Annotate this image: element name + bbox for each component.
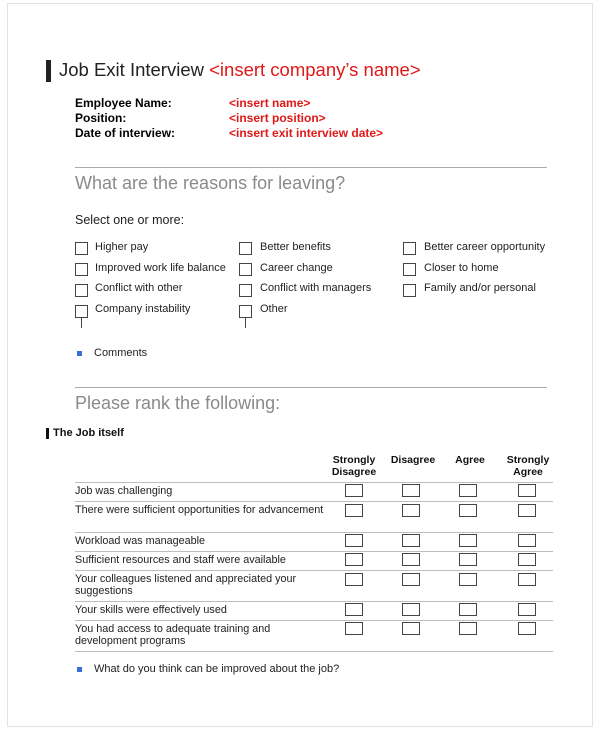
comments-bullet	[77, 351, 82, 356]
rating-checkbox[interactable]	[459, 553, 477, 566]
rank-row-advancement: There were sufficient opportunities for advancement	[75, 504, 324, 516]
rank-row-workload: Workload was manageable	[75, 535, 206, 547]
rating-checkbox[interactable]	[402, 534, 420, 547]
checkbox-tick	[245, 318, 246, 328]
rank-row-job-challenging: Job was challenging	[75, 485, 173, 497]
checkbox-other[interactable]	[239, 305, 252, 318]
rank-row-training: You had access to adequate training and development programs	[75, 623, 271, 647]
subheading-accent-bar	[46, 428, 49, 439]
rating-checkbox[interactable]	[345, 603, 363, 616]
option-career-change: Career change	[260, 262, 333, 274]
position-value: <insert position>	[229, 111, 326, 125]
rating-checkbox[interactable]	[459, 484, 477, 497]
checkbox-company-instability[interactable]	[75, 305, 88, 318]
row-divider	[75, 570, 553, 571]
rating-checkbox[interactable]	[459, 622, 477, 635]
rating-checkbox[interactable]	[402, 553, 420, 566]
reasons-heading: What are the reasons for leaving?	[75, 173, 346, 193]
option-company-instability: Company instability	[95, 303, 191, 315]
rating-checkbox[interactable]	[402, 622, 420, 635]
title-text: Job Exit Interview	[59, 59, 204, 80]
checkbox-better-benefits[interactable]	[239, 242, 252, 255]
column-strongly-disagree: Strongly Disagree	[331, 454, 377, 478]
rating-checkbox[interactable]	[402, 484, 420, 497]
option-better-career-opportunity: Better career opportunity	[424, 241, 546, 253]
rating-checkbox[interactable]	[345, 622, 363, 635]
row-divider	[75, 620, 553, 621]
option-work-life-balance: Improved work life balance	[95, 262, 226, 274]
company-name-placeholder: <insert company’s name>	[209, 59, 421, 80]
row-divider	[75, 601, 553, 602]
checkbox-conflict-with-managers[interactable]	[239, 284, 252, 297]
checkbox-conflict-with-other[interactable]	[75, 284, 88, 297]
row-divider	[75, 532, 553, 533]
section-divider	[75, 387, 547, 388]
question-bullet	[77, 667, 82, 672]
rating-checkbox[interactable]	[345, 573, 363, 586]
row-divider	[75, 651, 553, 652]
rating-checkbox[interactable]	[518, 622, 536, 635]
rating-checkbox[interactable]	[345, 504, 363, 517]
rank-row-resources: Sufficient resources and staff were available	[75, 554, 286, 566]
checkbox-higher-pay[interactable]	[75, 242, 88, 255]
rating-checkbox[interactable]	[459, 603, 477, 616]
column-agree: Agree	[455, 454, 485, 466]
row-divider	[75, 501, 553, 502]
checkbox-tick	[81, 318, 82, 328]
rating-checkbox[interactable]	[518, 553, 536, 566]
rating-checkbox[interactable]	[518, 603, 536, 616]
option-better-benefits: Better benefits	[260, 241, 331, 253]
rating-checkbox[interactable]	[459, 504, 477, 517]
ranking-heading: Please rank the following:	[75, 393, 281, 413]
row-divider	[75, 551, 553, 552]
table-header-rule	[75, 482, 553, 483]
column-disagree: Disagree	[390, 454, 436, 466]
position-label: Position:	[75, 111, 127, 125]
rating-checkbox[interactable]	[402, 504, 420, 517]
interview-date-label: Date of interview:	[75, 126, 176, 140]
checkbox-family-personal[interactable]	[403, 284, 416, 297]
select-instruction: Select one or more:	[75, 213, 185, 227]
rating-checkbox[interactable]	[345, 534, 363, 547]
option-conflict-with-managers: Conflict with managers	[260, 282, 372, 294]
option-conflict-with-other: Conflict with other	[95, 282, 183, 294]
option-family-personal: Family and/or personal	[424, 282, 536, 294]
rating-checkbox[interactable]	[518, 573, 536, 586]
option-higher-pay: Higher pay	[95, 241, 149, 253]
rank-row-skills: Your skills were effectively used	[75, 604, 227, 616]
employee-name-value: <insert name>	[229, 96, 311, 110]
job-itself-subheading: The Job itself	[53, 427, 124, 439]
title-accent-bar	[46, 60, 51, 82]
checkbox-career-change[interactable]	[239, 263, 252, 276]
section-divider	[75, 167, 547, 168]
rating-checkbox[interactable]	[345, 484, 363, 497]
rating-checkbox[interactable]	[459, 534, 477, 547]
checkbox-better-career-opportunity[interactable]	[403, 242, 416, 255]
improvement-question: What do you think can be improved about the job?	[94, 663, 340, 675]
option-other: Other	[260, 303, 288, 315]
rating-checkbox[interactable]	[402, 603, 420, 616]
rating-checkbox[interactable]	[518, 534, 536, 547]
column-strongly-agree: Strongly Agree	[506, 454, 550, 478]
rating-checkbox[interactable]	[518, 484, 536, 497]
rating-checkbox[interactable]	[518, 504, 536, 517]
rank-row-colleagues: Your colleagues listened and appreciated your suggestions	[75, 573, 297, 597]
employee-name-label: Employee Name:	[75, 96, 172, 110]
checkbox-closer-to-home[interactable]	[403, 263, 416, 276]
option-closer-to-home: Closer to home	[424, 262, 499, 274]
page-title	[59, 59, 421, 81]
rating-checkbox[interactable]	[345, 553, 363, 566]
rating-checkbox[interactable]	[402, 573, 420, 586]
checkbox-work-life-balance[interactable]	[75, 263, 88, 276]
comments-label: Comments	[94, 347, 148, 359]
interview-date-value: <insert exit interview date>	[229, 126, 384, 140]
document-page	[8, 4, 592, 726]
rating-checkbox[interactable]	[459, 573, 477, 586]
